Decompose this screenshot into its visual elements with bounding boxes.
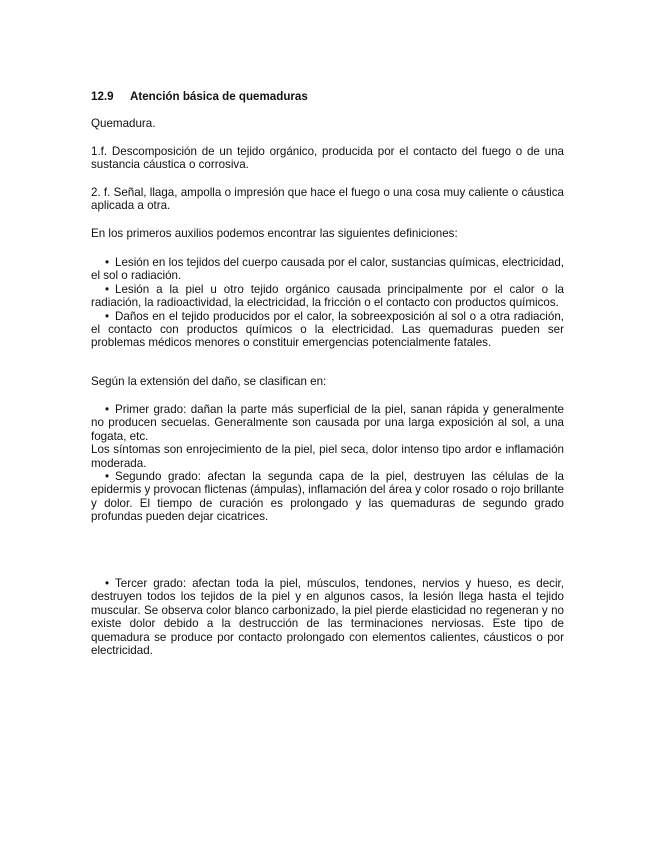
section-title: Atención básica de quemaduras <box>130 90 308 103</box>
bullet-icon: • <box>105 282 110 296</box>
bullet-icon: • <box>105 309 110 323</box>
grade-second: Segundo grado: afectan la segunda capa de la piel, destruyen las células de la epidermis y provocan flictenas (ámpulas), inflamación del área y color rosado o rojo brillante y dolor. El tiempo de curación es prolongado y las quemaduras de segundo grado profundas pueden dejar cicatrices. <box>91 470 564 524</box>
first-aid-item-1: Lesión en los tejidos del cuerpo causada por el calor, sustancias químicas, electricidad, el sol o radiación. <box>91 256 564 283</box>
list-item <box>91 256 564 283</box>
bullet-icon: • <box>105 470 110 484</box>
term-label: Quemadura. <box>91 117 156 130</box>
list-item <box>91 403 564 443</box>
bullet-icon: • <box>105 256 110 269</box>
grade-first: Primer grado: dañan la parte más superficial de la piel, sanan rápida y generalmente no producen secuelas. Generalmente son causada por una larga exposición al sol, a una fogata, etc. <box>91 403 564 443</box>
first-aid-item-2: Lesión a la piel u otro tejido orgánico causada principalmente por el calor o la radiación, la radioactividad, la electricidad, la fricción o el contacto con productos químicos. <box>91 282 564 310</box>
grades-list <box>91 403 564 524</box>
list-item <box>91 577 564 657</box>
first-aid-intro: En los primeros auxilios podemos encontrar las siguientes definiciones: <box>91 227 458 240</box>
definition-2: 2. f. Señal, llaga, ampolla o impresión que hace el fuego o una cosa muy caliente o cáustica aplicada a otra. <box>91 186 564 213</box>
bullet-icon: • <box>105 403 110 416</box>
first-aid-item-3: Daños en el tejido producidos por el calor, la sobreexposición al sol o a otra radiación, el contacto con productos químicos o la electricidad. Las quemaduras pueden ser problemas médicos menores o constituir emergencias potencialmente fatales. <box>91 309 564 350</box>
classification-intro: Según la extensión del daño, se clasifican en: <box>91 375 327 388</box>
definition-1: 1.f. Descomposición de un tejido orgánico, producida por el contacto del fuego o de una sustancia cáustica o corrosiva. <box>91 145 564 172</box>
section-heading <box>91 90 564 103</box>
bullet-icon: • <box>105 577 110 590</box>
section-number: 12.9 <box>91 90 114 103</box>
list-item <box>91 470 564 524</box>
list-item <box>91 310 564 350</box>
grade-third: Tercer grado: afectan toda la piel, músculos, tendones, nervios y hueso, es decir, destruyen todos los tejidos de la piel y en algunos casos, la lesión llega hasta el tejido muscular. Se observa color blanco carbonizado, la piel pierde elasticidad no regeneran y no existe dolor debido a la destrucción de las terminaciones nerviosas. Este tipo de quemadura se produce por contacto prolongado con elementos calientes, cáusticos o por electricidad. <box>91 577 564 658</box>
list-item <box>91 283 564 310</box>
first-aid-list <box>91 256 564 350</box>
grade-first-symptoms: Los síntomas son enrojecimiento de la piel, piel seca, dolor intenso tipo ardor e inflamación moderada. <box>91 443 564 470</box>
grades-list-continued <box>91 577 564 657</box>
